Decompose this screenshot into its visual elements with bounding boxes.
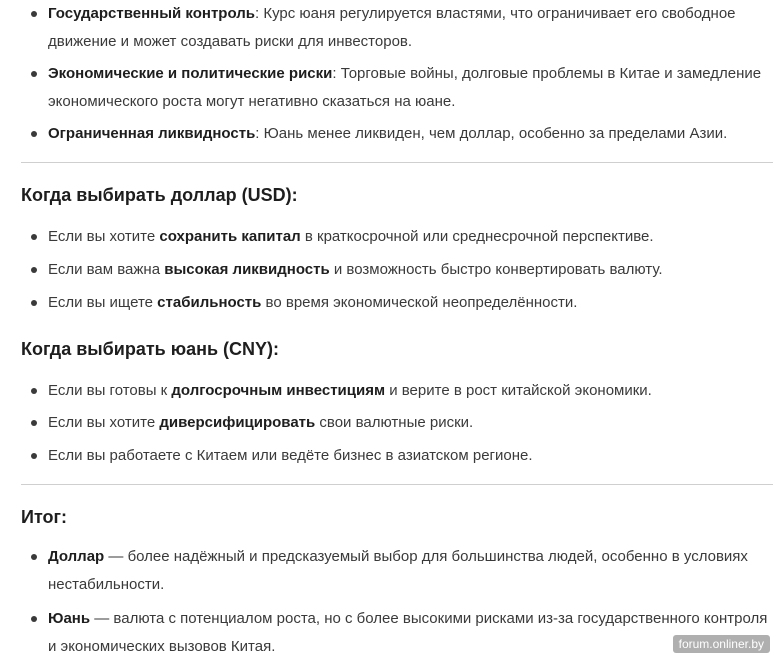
list-item: Ограниченная ликвидность: Юань менее ликвиден, чем доллар, особенно за пределами Азии. xyxy=(0,120,782,148)
divider xyxy=(21,162,773,163)
section-heading-summary: Итог: xyxy=(21,507,68,527)
section-heading-cny: Когда выбирать юань (CNY): xyxy=(21,339,280,359)
section-heading-usd: Когда выбирать доллар (USD): xyxy=(21,185,298,205)
list-item: Юань — валюта с потенциалом роста, но с более высокими рисками из-за государственного контроля и экономических вызовов Китая. xyxy=(0,605,782,661)
list-item: Если вы ищете стабильность во время экономической неопределённости. xyxy=(0,289,782,317)
list-item: Доллар — более надёжный и предсказуемый выбор для большинства людей, особенно в условиях нестабильности. xyxy=(0,543,782,599)
list-item: Если вам важна высокая ликвидность и возможность быстро конвертировать валюту. xyxy=(0,256,782,284)
list-item: Если вы хотите диверсифицировать свои валютные риски. xyxy=(0,409,782,437)
watermark: forum.onliner.by xyxy=(673,635,770,653)
list-item: Экономические и политические риски: Торговые войны, долговые проблемы в Китае и замедление экономического роста могут негативно сказаться на юане. xyxy=(0,60,782,116)
list-item: Государственный контроль: Курс юаня регулируется властями, что ограничивает его свободное движение и может создавать риски для инвесторов. xyxy=(0,0,782,56)
divider xyxy=(21,484,773,485)
list-item: Если вы хотите сохранить капитал в краткосрочной или среднесрочной перспективе. xyxy=(0,223,782,251)
list-item: Если вы работаете с Китаем или ведёте бизнес в азиатском регионе. xyxy=(0,442,782,470)
list-item: Если вы готовы к долгосрочным инвестициям и верите в рост китайской экономики. xyxy=(0,377,782,405)
